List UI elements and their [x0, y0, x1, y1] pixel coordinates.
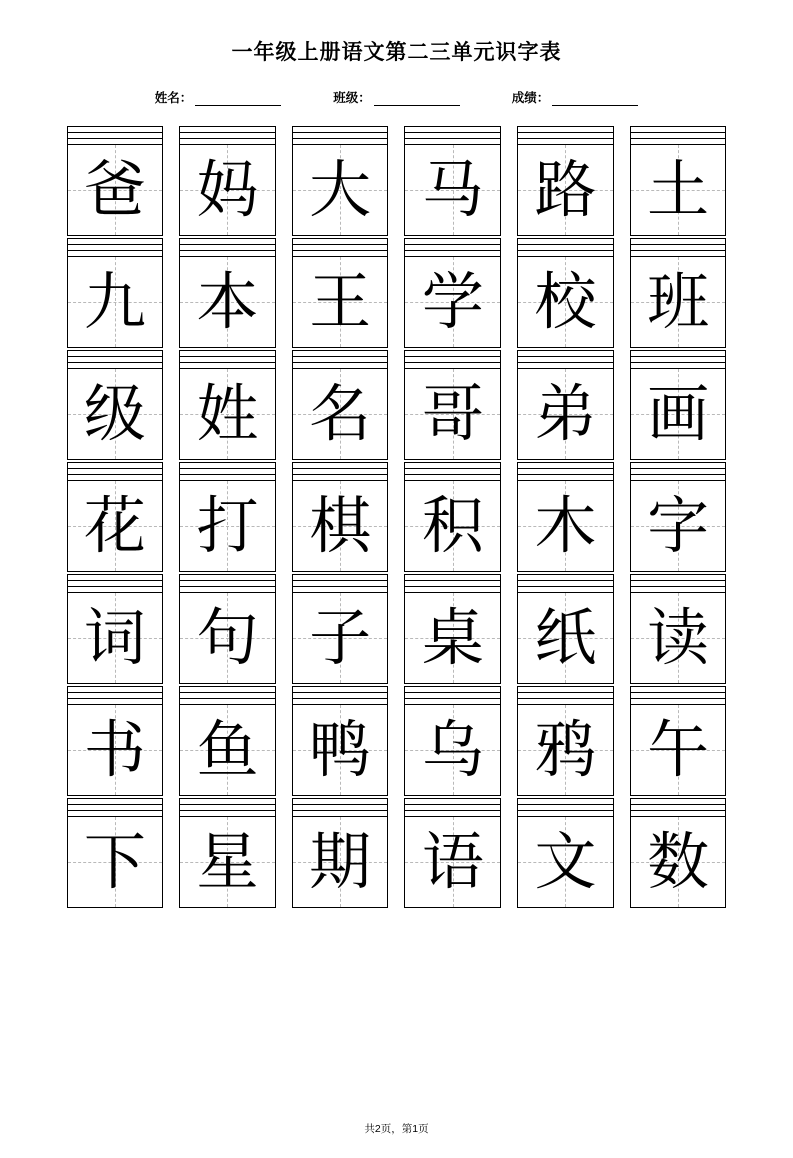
- tianzige-box: [404, 480, 501, 572]
- tianzige-box: [404, 368, 501, 460]
- practice-rule-lines: [630, 126, 727, 144]
- tianzige-box: [179, 480, 276, 572]
- character-column: [404, 126, 501, 910]
- page-footer: 共2页，第1页: [364, 1123, 429, 1135]
- character-glyph: 积: [421, 489, 484, 562]
- character-cell: [404, 350, 501, 460]
- character-glyph: 星: [196, 825, 259, 898]
- character-cell: [517, 126, 614, 236]
- character-glyph: 文: [534, 825, 597, 898]
- character-column: [67, 126, 164, 910]
- character-cell: [404, 126, 501, 236]
- character-glyph: 桌: [421, 601, 484, 674]
- tianzige-box: [67, 480, 164, 572]
- character-cell: [630, 574, 727, 684]
- tianzige-box: [630, 368, 727, 460]
- tianzige-box: [630, 480, 727, 572]
- character-cell: [67, 574, 164, 684]
- character-glyph: 妈: [196, 153, 259, 226]
- character-glyph: 语: [421, 825, 484, 898]
- class-field: [333, 88, 460, 106]
- character-cell: [179, 238, 276, 348]
- character-glyph: 书: [83, 713, 146, 786]
- tianzige-box: [404, 592, 501, 684]
- practice-rule-lines: [517, 126, 614, 144]
- character-cell: [179, 686, 276, 796]
- tianzige-box: [67, 144, 164, 236]
- tianzige-box: [517, 368, 614, 460]
- tianzige-box: [179, 256, 276, 348]
- character-cell: [67, 798, 164, 908]
- tianzige-box: [517, 480, 614, 572]
- character-glyph: 期: [309, 825, 372, 898]
- character-glyph: 九: [83, 265, 146, 338]
- character-cell: [630, 686, 727, 796]
- tianzige-box: [292, 256, 389, 348]
- tianzige-box: [67, 816, 164, 908]
- name-label: 姓名：: [154, 91, 193, 105]
- tianzige-box: [517, 704, 614, 796]
- character-cell: [404, 686, 501, 796]
- character-column: [292, 126, 389, 910]
- tianzige-box: [404, 256, 501, 348]
- class-input-line[interactable]: [374, 92, 460, 106]
- tianzige-box: [292, 816, 389, 908]
- practice-rule-lines: [179, 350, 276, 368]
- tianzige-box: [67, 704, 164, 796]
- tianzige-box: [179, 368, 276, 460]
- page-title: 一年级上册语文第二三单元识字表: [231, 40, 562, 64]
- character-cell: [292, 238, 389, 348]
- tianzige-box: [179, 816, 276, 908]
- character-cell: [292, 350, 389, 460]
- practice-rule-lines: [179, 574, 276, 592]
- tianzige-box: [630, 256, 727, 348]
- practice-rule-lines: [292, 126, 389, 144]
- practice-rule-lines: [67, 126, 164, 144]
- character-cell: [179, 574, 276, 684]
- practice-rule-lines: [517, 798, 614, 816]
- character-glyph: 纸: [534, 601, 597, 674]
- character-glyph: 本: [196, 265, 259, 338]
- practice-rule-lines: [404, 574, 501, 592]
- character-cell: [630, 462, 727, 572]
- character-glyph: 鱼: [196, 713, 259, 786]
- character-glyph: 花: [83, 489, 146, 562]
- practice-rule-lines: [630, 238, 727, 256]
- tianzige-box: [292, 144, 389, 236]
- character-cell: [517, 462, 614, 572]
- character-cell: [630, 350, 727, 460]
- tianzige-box: [292, 704, 389, 796]
- character-glyph: 子: [309, 601, 372, 674]
- score-field: [512, 88, 639, 106]
- character-glyph: 木: [534, 489, 597, 562]
- character-glyph: 字: [647, 489, 710, 562]
- tianzige-box: [517, 144, 614, 236]
- tianzige-box: [67, 256, 164, 348]
- character-glyph: 棋: [309, 489, 372, 562]
- name-field: [155, 88, 282, 106]
- character-glyph: 王: [309, 265, 372, 338]
- character-glyph: 名: [309, 377, 372, 450]
- character-glyph: 句: [196, 601, 259, 674]
- practice-rule-lines: [630, 350, 727, 368]
- practice-rule-lines: [292, 462, 389, 480]
- character-glyph: 班: [647, 265, 710, 338]
- practice-rule-lines: [404, 462, 501, 480]
- name-input-line[interactable]: [195, 92, 281, 106]
- practice-rule-lines: [404, 798, 501, 816]
- practice-rule-lines: [179, 238, 276, 256]
- character-glyph: 鸭: [309, 713, 372, 786]
- tianzige-box: [517, 816, 614, 908]
- student-info-row: [0, 88, 793, 106]
- tianzige-box: [67, 592, 164, 684]
- character-glyph: 鸦: [534, 713, 597, 786]
- character-glyph: 弟: [534, 377, 597, 450]
- character-glyph: 哥: [421, 377, 484, 450]
- character-glyph: 姓: [196, 377, 259, 450]
- practice-rule-lines: [67, 574, 164, 592]
- character-grid: [67, 126, 727, 910]
- character-glyph: 学: [421, 265, 484, 338]
- tianzige-box: [292, 368, 389, 460]
- character-glyph: 路: [534, 153, 597, 226]
- character-cell: [404, 574, 501, 684]
- practice-rule-lines: [179, 686, 276, 704]
- practice-rule-lines: [292, 238, 389, 256]
- practice-rule-lines: [292, 686, 389, 704]
- character-cell: [517, 798, 614, 908]
- tianzige-box: [404, 144, 501, 236]
- practice-rule-lines: [67, 350, 164, 368]
- character-column: [517, 126, 614, 910]
- character-cell: [404, 462, 501, 572]
- character-cell: [404, 238, 501, 348]
- tianzige-box: [292, 480, 389, 572]
- practice-rule-lines: [179, 798, 276, 816]
- character-glyph: 校: [534, 265, 597, 338]
- character-cell: [179, 462, 276, 572]
- practice-rule-lines: [404, 350, 501, 368]
- practice-rule-lines: [517, 350, 614, 368]
- character-cell: [179, 798, 276, 908]
- character-cell: [67, 126, 164, 236]
- character-cell: [517, 574, 614, 684]
- practice-rule-lines: [67, 238, 164, 256]
- practice-rule-lines: [404, 686, 501, 704]
- practice-rule-lines: [179, 126, 276, 144]
- practice-rule-lines: [630, 462, 727, 480]
- practice-rule-lines: [630, 798, 727, 816]
- score-input-line[interactable]: [552, 92, 638, 106]
- practice-rule-lines: [292, 574, 389, 592]
- practice-rule-lines: [517, 686, 614, 704]
- worksheet-page: [0, 36, 793, 1158]
- practice-rule-lines: [517, 238, 614, 256]
- practice-rule-lines: [179, 462, 276, 480]
- practice-rule-lines: [67, 798, 164, 816]
- tianzige-box: [630, 144, 727, 236]
- character-cell: [67, 686, 164, 796]
- practice-rule-lines: [292, 798, 389, 816]
- practice-rule-lines: [630, 686, 727, 704]
- character-cell: [630, 126, 727, 236]
- character-cell: [179, 350, 276, 460]
- character-column: [630, 126, 727, 910]
- practice-rule-lines: [67, 462, 164, 480]
- tianzige-box: [517, 592, 614, 684]
- practice-rule-lines: [404, 126, 501, 144]
- character-cell: [292, 686, 389, 796]
- score-label: 成绩：: [511, 91, 550, 105]
- character-cell: [67, 350, 164, 460]
- character-cell: [292, 126, 389, 236]
- tianzige-box: [179, 592, 276, 684]
- tianzige-box: [404, 816, 501, 908]
- tianzige-box: [630, 816, 727, 908]
- character-glyph: 大: [309, 153, 372, 226]
- class-label: 班级：: [333, 91, 371, 105]
- character-glyph: 读: [647, 601, 710, 674]
- character-cell: [404, 798, 501, 908]
- character-glyph: 午: [647, 713, 710, 786]
- character-cell: [630, 798, 727, 908]
- tianzige-box: [292, 592, 389, 684]
- character-cell: [292, 462, 389, 572]
- tianzige-box: [179, 704, 276, 796]
- practice-rule-lines: [630, 574, 727, 592]
- character-glyph: 土: [647, 153, 710, 226]
- character-glyph: 词: [83, 601, 146, 674]
- tianzige-box: [517, 256, 614, 348]
- tianzige-box: [404, 704, 501, 796]
- tianzige-box: [630, 592, 727, 684]
- tianzige-box: [67, 368, 164, 460]
- character-glyph: 爸: [83, 153, 146, 226]
- character-cell: [292, 574, 389, 684]
- character-column: [179, 126, 276, 910]
- practice-rule-lines: [67, 686, 164, 704]
- character-cell: [67, 462, 164, 572]
- tianzige-box: [630, 704, 727, 796]
- character-glyph: 乌: [421, 713, 484, 786]
- character-cell: [67, 238, 164, 348]
- character-cell: [292, 798, 389, 908]
- character-glyph: 数: [647, 825, 710, 898]
- character-cell: [179, 126, 276, 236]
- character-cell: [517, 238, 614, 348]
- character-glyph: 级: [83, 377, 146, 450]
- practice-rule-lines: [292, 350, 389, 368]
- practice-rule-lines: [517, 574, 614, 592]
- practice-rule-lines: [404, 238, 501, 256]
- character-glyph: 画: [647, 377, 710, 450]
- character-cell: [630, 238, 727, 348]
- character-glyph: 马: [421, 153, 484, 226]
- character-glyph: 下: [83, 825, 146, 898]
- practice-rule-lines: [517, 462, 614, 480]
- character-cell: [517, 350, 614, 460]
- tianzige-box: [179, 144, 276, 236]
- character-glyph: 打: [196, 489, 259, 562]
- character-cell: [517, 686, 614, 796]
